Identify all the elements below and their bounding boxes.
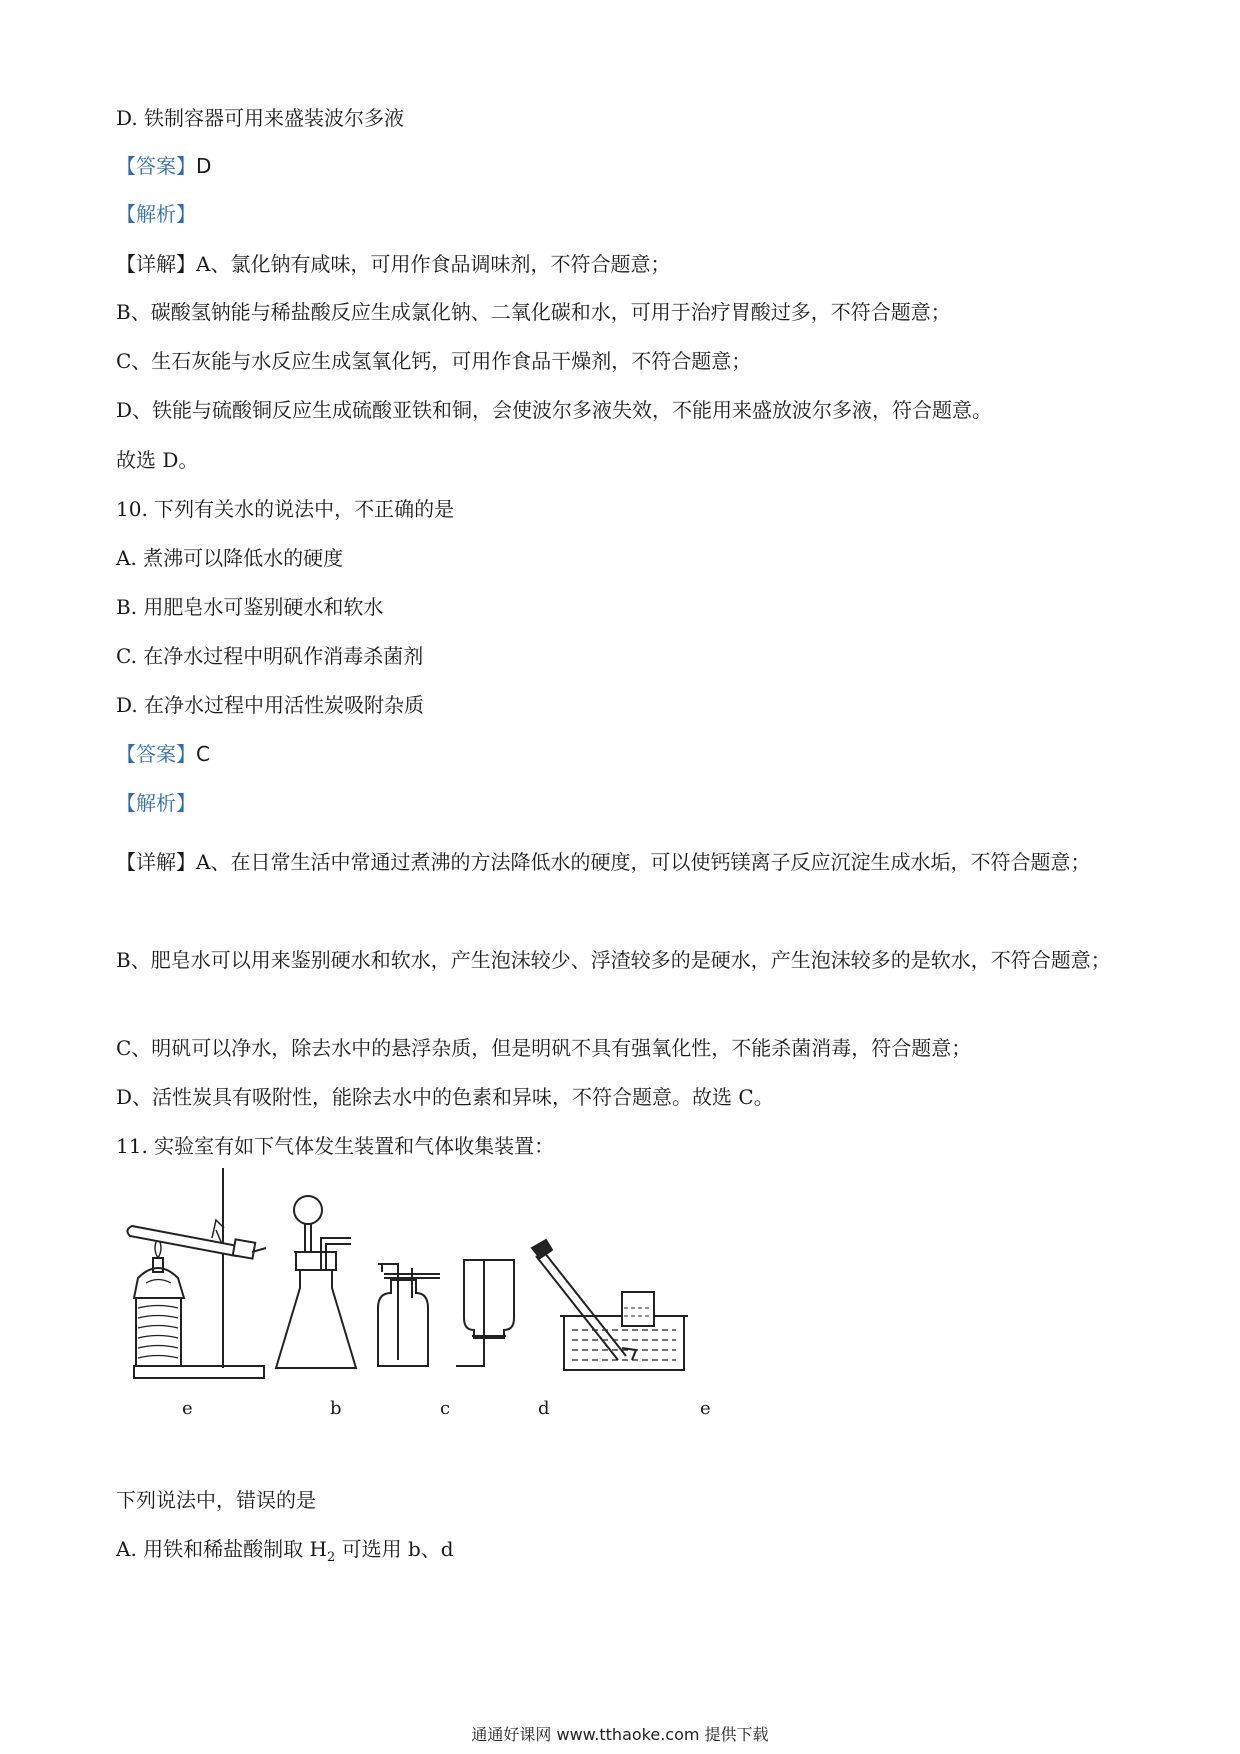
q10-option-a: A. 煮沸可以降低水的硬度	[116, 546, 344, 570]
q10-answer	[116, 740, 210, 768]
detail-text: A、氯化钠有咸味，可用作食品调味剂，不符合题意；	[196, 252, 671, 276]
q11-stem: 11. 实验室有如下气体发生装置和气体收集装置：	[116, 1134, 555, 1158]
q10-stem: 10. 下列有关水的说法中，不正确的是	[116, 497, 455, 521]
q10-analysis-label: 【解析】	[116, 791, 196, 815]
q10-option-d: D. 在净水过程中用活性炭吸附杂质	[116, 693, 425, 717]
answer-label: 【答案】	[116, 742, 196, 766]
figure-label-d: d	[538, 1398, 550, 1419]
apparatus-heating-setup	[127, 1168, 266, 1378]
q9-analysis-label: 【解析】	[116, 202, 196, 226]
q10-detail-a	[116, 838, 1136, 886]
detail-text: A、在日常生活中常通过煮沸的方法降低水的硬度，可以使钙镁离子反应沉淀生成水垢，不符合题意；	[196, 850, 1091, 874]
q10-detail-b: B、肥皂水可以用来鉴别硬水和软水，产生泡沫较少、浮渣较多的是硬水，产生泡沫较多的是软水，不符合题意；	[116, 948, 1111, 972]
q10-detail-c: C、明矾可以净水，除去水中的悬浮杂质，但是明矾不具有强氧化性，不能杀菌消毒，符合题意；	[116, 1036, 972, 1060]
q10-detail-d: D、活性炭具有吸附性，能除去水中的色素和异味，不符合题意。故选 C。	[116, 1085, 774, 1109]
apparatus-gas-washing-bottle	[378, 1264, 440, 1366]
apparatus-conical-flask	[276, 1196, 356, 1368]
q11-question: 下列说法中，错误的是	[116, 1488, 316, 1512]
option-text-end: 可选用 b、d	[335, 1537, 454, 1561]
q9-detail-b: B、碳酸氢钠能与稀盐酸反应生成氯化钠、二氧化碳和水，可用于治疗胃酸过多，不符合题意；	[116, 300, 951, 324]
answer-value: C	[196, 742, 210, 766]
q10-option-c: C. 在净水过程中明矾作消毒杀菌剂	[116, 644, 424, 668]
answer-label: 【答案】	[116, 154, 196, 178]
q9-detail-d: D、铁能与硫酸铜反应生成硫酸亚铁和铜，会使波尔多液失效，不能用来盛放波尔多液，符合题意。	[116, 398, 993, 422]
figure-label-e: e	[700, 1398, 711, 1419]
apparatus-inverted-bottle	[456, 1260, 514, 1366]
q9-conclusion: 故选 D。	[116, 448, 199, 472]
detail-label: 【详解】	[116, 850, 196, 874]
figure-label-c: c	[440, 1398, 451, 1419]
q11-option-a	[116, 1535, 454, 1572]
q10-option-b: B. 用肥皂水可鉴别硬水和软水	[116, 595, 384, 619]
lab-apparatus-figure	[116, 1168, 796, 1428]
q9-detail-a	[116, 250, 670, 278]
option-text: A. 用铁和稀盐酸制取 H	[116, 1537, 327, 1561]
apparatus-water-trough	[532, 1240, 688, 1370]
footer-source: 通通好课网 www.tthaoke.com 提供下载	[471, 1725, 769, 1744]
subscript: 2	[326, 1550, 336, 1565]
detail-label: 【详解】	[116, 252, 196, 276]
q9-option-d: D. 铁制容器可用来盛装波尔多液	[116, 106, 405, 130]
q9-answer	[116, 152, 211, 180]
q9-detail-c: C、生石灰能与水反应生成氢氧化钙，可用作食品干燥剂，不符合题意；	[116, 349, 752, 373]
figure-label-a: e	[182, 1398, 193, 1419]
figure-label-b: b	[330, 1398, 342, 1419]
answer-value: D	[196, 154, 212, 178]
